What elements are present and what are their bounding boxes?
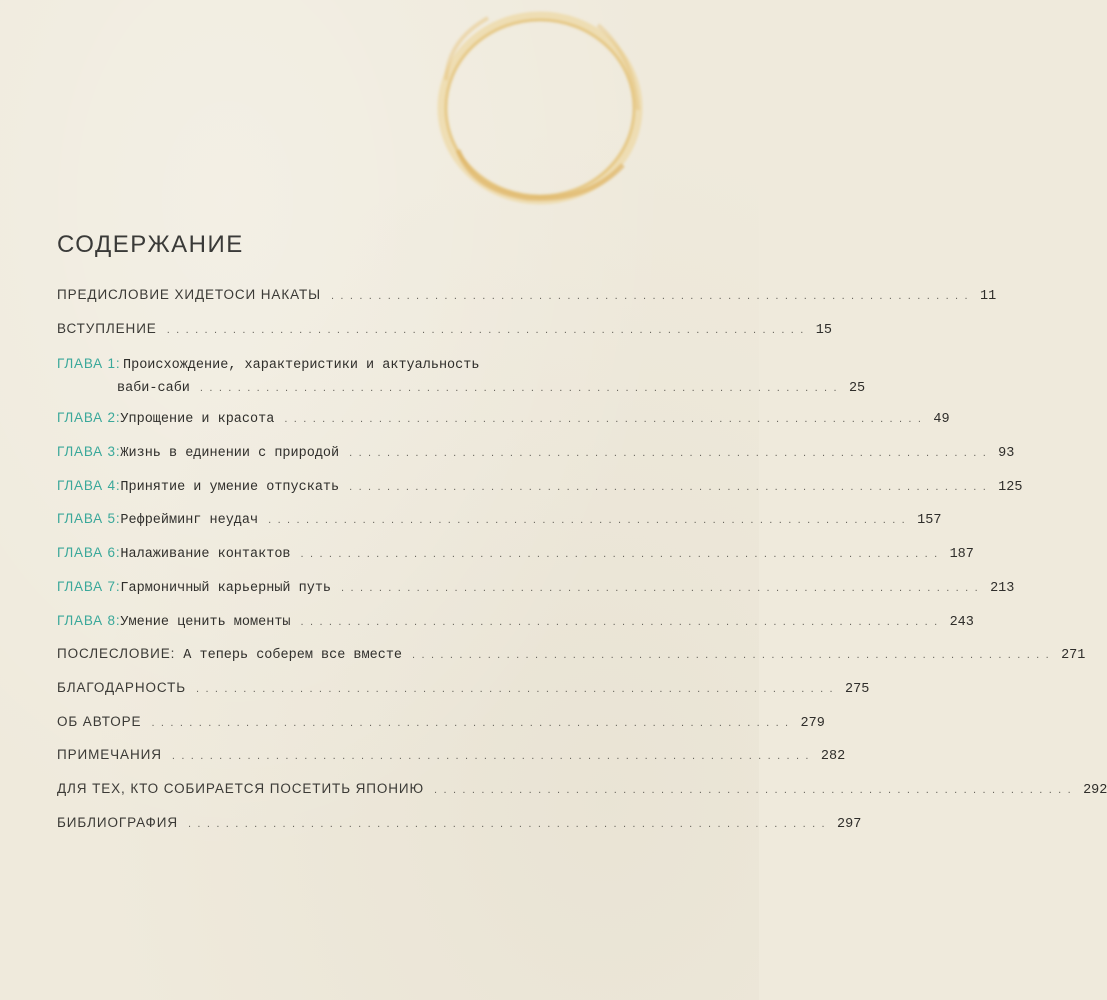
toc-entry-chapter-8[interactable] xyxy=(57,604,974,638)
toc-entry-notes[interactable] xyxy=(57,738,846,772)
entry-label: ПРИМЕЧАНИЯ xyxy=(57,747,162,763)
page-number: 275 xyxy=(845,681,870,697)
toc-entry-chapter-6[interactable] xyxy=(57,536,974,570)
chapter-title-continued: ваби-саби xyxy=(117,381,190,397)
entry-label: ОБ АВТОРЕ xyxy=(57,713,142,729)
page-number: 297 xyxy=(837,816,862,832)
entry-label: ДЛЯ ТЕХ, КТО СОБИРАЕТСЯ ПОСЕТИТЬ ЯПОНИЮ xyxy=(57,780,425,796)
chapter-title: Принятие и умение отпускать xyxy=(120,479,340,495)
dot-leader: .................................................................... xyxy=(199,382,843,395)
chapter-title: Гармоничный карьерный путь xyxy=(120,580,332,596)
page-number: 93 xyxy=(998,446,1015,462)
coffee-ring-stain xyxy=(418,0,668,210)
page-number: 49 xyxy=(933,412,950,428)
dot-leader: .................................................................... xyxy=(341,581,985,594)
toc-entry-chapter-5[interactable] xyxy=(57,502,942,536)
page-number: 187 xyxy=(949,547,974,563)
toc-entry-about-author[interactable] xyxy=(57,705,825,739)
page-number: 25 xyxy=(848,381,866,397)
chapter-title: Происхождение, характеристики и актуальность xyxy=(123,358,480,374)
chapter-label: ГЛАВА 7: xyxy=(57,578,121,594)
toc-entry-chapter-3[interactable] xyxy=(57,435,1015,469)
table-of-contents xyxy=(57,228,1107,839)
page-number: 125 xyxy=(998,479,1023,495)
chapter-title: Рефрейминг неудач xyxy=(120,513,259,529)
chapter-label: ГЛАВА 1: xyxy=(57,356,121,372)
toc-entry-afterword[interactable] xyxy=(57,637,1086,671)
dot-leader: .................................................................... xyxy=(284,413,928,426)
page-number: 292 xyxy=(1083,782,1107,798)
toc-entry-chapter-7[interactable] xyxy=(57,570,1015,604)
chapter-label: ГЛАВА 3: xyxy=(57,444,121,460)
dot-leader: .................................................................... xyxy=(300,615,944,628)
entry-label: ПРЕДИСЛОВИЕ ХИДЕТОСИ НАКАТЫ xyxy=(57,287,321,302)
chapter-title: Налаживание контактов xyxy=(120,547,291,563)
entry-label: ПОСЛЕСЛОВИЕ: xyxy=(57,646,176,662)
dot-leader: .................................................................... xyxy=(330,290,974,302)
toc-entry-introduction[interactable] xyxy=(57,312,832,346)
entry-label: БИБЛИОГРАФИЯ xyxy=(57,814,178,830)
toc-entry-foreword[interactable] xyxy=(57,278,997,312)
toc-entry-chapter-1[interactable] xyxy=(57,345,866,401)
dot-leader: .................................................................... xyxy=(268,514,912,527)
chapter-label: ГЛАВА 6: xyxy=(57,545,121,561)
page-number: 15 xyxy=(815,322,832,338)
page-number: 282 xyxy=(820,749,846,765)
page-number: 213 xyxy=(990,580,1015,596)
toc-entry-chapter-4[interactable] xyxy=(57,469,1023,503)
page-number: 157 xyxy=(917,513,942,529)
dot-leader: .................................................................... xyxy=(166,323,810,336)
chapter-title: Упрощение и красота xyxy=(120,412,275,428)
dot-leader: .................................................................... xyxy=(349,480,993,493)
dot-leader: .................................................................... xyxy=(434,783,1078,796)
toc-entry-chapter-2[interactable] xyxy=(57,401,950,435)
dot-leader: .................................................................... xyxy=(349,447,993,460)
chapter-label: ГЛАВА 2: xyxy=(57,410,121,426)
page-number: 11 xyxy=(979,289,997,304)
toc-title: СОДЕРЖАНИЕ xyxy=(57,231,244,258)
dot-leader: .................................................................... xyxy=(412,649,1056,662)
page-number: 243 xyxy=(949,614,974,630)
page-number: 271 xyxy=(1061,648,1086,664)
dot-leader: .................................................................... xyxy=(300,548,944,561)
chapter-label: ГЛАВА 5: xyxy=(57,511,121,527)
page-number: 279 xyxy=(800,715,825,731)
toc-entry-japan-visitors[interactable] xyxy=(57,772,1107,806)
chapter-title: Умение ценить моменты xyxy=(120,614,291,630)
dot-leader: .................................................................... xyxy=(151,716,795,729)
toc-entry-bibliography[interactable] xyxy=(57,806,862,840)
chapter-title: Жизнь в единении с природой xyxy=(120,446,340,462)
toc-entry-acknowledgements[interactable] xyxy=(57,671,870,705)
entry-label: ВСТУПЛЕНИЕ xyxy=(57,320,157,336)
entry-label: БЛАГОДАРНОСТЬ xyxy=(57,679,186,695)
entry-title: А теперь соберем все вместе xyxy=(183,648,403,664)
dot-leader: .................................................................... xyxy=(171,750,815,763)
chapter-label: ГЛАВА 4: xyxy=(57,477,121,493)
chapter-label: ГЛАВА 8: xyxy=(57,612,121,628)
dot-leader: .................................................................... xyxy=(187,817,831,830)
dot-leader: .................................................................... xyxy=(196,682,840,695)
